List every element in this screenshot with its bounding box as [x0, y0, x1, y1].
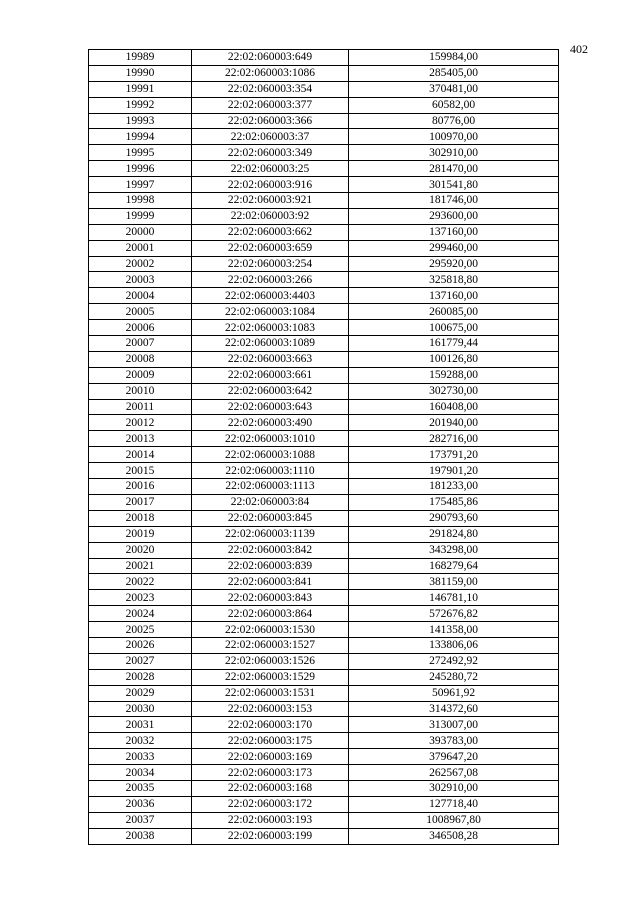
value-cell: 127718,40	[349, 796, 559, 812]
table-row	[89, 383, 559, 399]
cadastral-number-cell: 22:02:060003:1086	[192, 65, 349, 81]
cadastral-number-cell: 22:02:060003:659	[192, 240, 349, 256]
cadastral-number-cell: 22:02:060003:92	[192, 208, 349, 224]
row-number-cell: 19992	[89, 97, 192, 113]
value-cell: 302910,00	[349, 145, 559, 161]
row-number-cell: 20027	[89, 653, 192, 669]
table-row	[89, 780, 559, 796]
cadastral-number-cell: 22:02:060003:1088	[192, 447, 349, 463]
row-number-cell: 20002	[89, 256, 192, 272]
table-row	[89, 574, 559, 590]
row-number-cell: 19995	[89, 145, 192, 161]
value-cell: 572676,82	[349, 606, 559, 622]
cadastral-number-cell: 22:02:060003:25	[192, 161, 349, 177]
table-row	[89, 256, 559, 272]
row-number-cell: 20011	[89, 399, 192, 415]
value-cell: 50961,92	[349, 685, 559, 701]
table-row	[89, 765, 559, 781]
table-row	[89, 50, 559, 66]
value-cell: 1008967,80	[349, 812, 559, 828]
row-number-cell: 20014	[89, 447, 192, 463]
cadastral-number-cell: 22:02:060003:1139	[192, 526, 349, 542]
table-row	[89, 558, 559, 574]
value-cell: 100675,00	[349, 320, 559, 336]
table-row	[89, 828, 559, 844]
cadastral-number-cell: 22:02:060003:1527	[192, 637, 349, 653]
cadastral-number-cell: 22:02:060003:349	[192, 145, 349, 161]
table-row	[89, 224, 559, 240]
cadastral-number-cell: 22:02:060003:173	[192, 765, 349, 781]
row-number-cell: 20021	[89, 558, 192, 574]
row-number-cell: 20000	[89, 224, 192, 240]
table-row	[89, 288, 559, 304]
table-row	[89, 161, 559, 177]
value-cell: 302730,00	[349, 383, 559, 399]
cadastral-number-cell: 22:02:060003:1010	[192, 431, 349, 447]
table-row	[89, 479, 559, 495]
row-number-cell: 20016	[89, 479, 192, 495]
row-number-cell: 19993	[89, 113, 192, 129]
cadastral-number-cell: 22:02:060003:842	[192, 542, 349, 558]
table-row	[89, 526, 559, 542]
row-number-cell: 20009	[89, 367, 192, 383]
value-cell: 325818,80	[349, 272, 559, 288]
value-cell: 379647,20	[349, 749, 559, 765]
cadastral-number-cell: 22:02:060003:1531	[192, 685, 349, 701]
table-row	[89, 733, 559, 749]
row-number-cell: 19997	[89, 177, 192, 193]
cadastral-number-cell: 22:02:060003:84	[192, 494, 349, 510]
value-cell: 290793,60	[349, 510, 559, 526]
cadastral-number-cell: 22:02:060003:649	[192, 50, 349, 66]
cadastral-number-cell: 22:02:060003:172	[192, 796, 349, 812]
table-row	[89, 320, 559, 336]
value-cell: 146781,10	[349, 590, 559, 606]
value-cell: 160408,00	[349, 399, 559, 415]
row-number-cell: 20017	[89, 494, 192, 510]
value-cell: 285405,00	[349, 65, 559, 81]
value-cell: 60582,00	[349, 97, 559, 113]
value-cell: 175485,86	[349, 494, 559, 510]
row-number-cell: 20018	[89, 510, 192, 526]
cadastral-number-cell: 22:02:060003:153	[192, 701, 349, 717]
value-cell: 299460,00	[349, 240, 559, 256]
cadastral-number-cell: 22:02:060003:1530	[192, 622, 349, 638]
value-cell: 168279,64	[349, 558, 559, 574]
value-cell: 159984,00	[349, 50, 559, 66]
cadastral-number-cell: 22:02:060003:354	[192, 81, 349, 97]
cadastral-number-cell: 22:02:060003:193	[192, 812, 349, 828]
table-row	[89, 304, 559, 320]
value-cell: 314372,60	[349, 701, 559, 717]
cadastral-number-cell: 22:02:060003:175	[192, 733, 349, 749]
cadastral-number-cell: 22:02:060003:916	[192, 177, 349, 193]
cadastral-number-cell: 22:02:060003:839	[192, 558, 349, 574]
table-row	[89, 669, 559, 685]
table-row	[89, 637, 559, 653]
value-cell: 343298,00	[349, 542, 559, 558]
table-row	[89, 97, 559, 113]
table-body	[89, 50, 559, 845]
cadastral-number-cell: 22:02:060003:643	[192, 399, 349, 415]
row-number-cell: 20001	[89, 240, 192, 256]
row-number-cell: 20006	[89, 320, 192, 336]
row-number-cell: 19999	[89, 208, 192, 224]
value-cell: 201940,00	[349, 415, 559, 431]
cadastral-number-cell: 22:02:060003:169	[192, 749, 349, 765]
table-row	[89, 796, 559, 812]
row-number-cell: 20005	[89, 304, 192, 320]
value-cell: 302910,00	[349, 780, 559, 796]
cadastral-number-cell: 22:02:060003:1526	[192, 653, 349, 669]
table-row	[89, 463, 559, 479]
cadastral-number-cell: 22:02:060003:921	[192, 193, 349, 209]
table-row	[89, 494, 559, 510]
data-table	[88, 49, 559, 845]
row-number-cell: 20038	[89, 828, 192, 844]
value-cell: 181233,00	[349, 479, 559, 495]
value-cell: 281470,00	[349, 161, 559, 177]
row-number-cell: 20037	[89, 812, 192, 828]
value-cell: 100970,00	[349, 129, 559, 145]
row-number-cell: 20023	[89, 590, 192, 606]
cadastral-number-cell: 22:02:060003:661	[192, 367, 349, 383]
table-row	[89, 622, 559, 638]
value-cell: 181746,00	[349, 193, 559, 209]
table-row	[89, 336, 559, 352]
row-number-cell: 20003	[89, 272, 192, 288]
value-cell: 245280,72	[349, 669, 559, 685]
cadastral-number-cell: 22:02:060003:845	[192, 510, 349, 526]
cadastral-number-cell: 22:02:060003:642	[192, 383, 349, 399]
row-number-cell: 20025	[89, 622, 192, 638]
cadastral-number-cell: 22:02:060003:663	[192, 351, 349, 367]
cadastral-number-cell: 22:02:060003:1084	[192, 304, 349, 320]
value-cell: 301541,80	[349, 177, 559, 193]
table-row	[89, 113, 559, 129]
row-number-cell: 20029	[89, 685, 192, 701]
value-cell: 137160,00	[349, 224, 559, 240]
table-row	[89, 145, 559, 161]
table-row	[89, 590, 559, 606]
cadastral-number-cell: 22:02:060003:199	[192, 828, 349, 844]
table-row	[89, 399, 559, 415]
table-row	[89, 208, 559, 224]
table-row	[89, 367, 559, 383]
value-cell: 141358,00	[349, 622, 559, 638]
row-number-cell: 20015	[89, 463, 192, 479]
value-cell: 262567,08	[349, 765, 559, 781]
row-number-cell: 19991	[89, 81, 192, 97]
table-row	[89, 685, 559, 701]
value-cell: 282716,00	[349, 431, 559, 447]
value-cell: 173791,20	[349, 447, 559, 463]
row-number-cell: 20024	[89, 606, 192, 622]
row-number-cell: 20026	[89, 637, 192, 653]
value-cell: 291824,80	[349, 526, 559, 542]
table-row	[89, 65, 559, 81]
cadastral-number-cell: 22:02:060003:37	[192, 129, 349, 145]
table-row	[89, 431, 559, 447]
cadastral-number-cell: 22:02:060003:170	[192, 717, 349, 733]
cadastral-number-cell: 22:02:060003:662	[192, 224, 349, 240]
table-row	[89, 653, 559, 669]
row-number-cell: 20012	[89, 415, 192, 431]
table-row	[89, 351, 559, 367]
cadastral-number-cell: 22:02:060003:1110	[192, 463, 349, 479]
cadastral-number-cell: 22:02:060003:266	[192, 272, 349, 288]
table-row	[89, 812, 559, 828]
row-number-cell: 20033	[89, 749, 192, 765]
cadastral-number-cell: 22:02:060003:254	[192, 256, 349, 272]
row-number-cell: 20031	[89, 717, 192, 733]
value-cell: 197901,20	[349, 463, 559, 479]
row-number-cell: 19989	[89, 50, 192, 66]
table-row	[89, 240, 559, 256]
table-row	[89, 606, 559, 622]
value-cell: 295920,00	[349, 256, 559, 272]
table-row	[89, 510, 559, 526]
value-cell: 272492,92	[349, 653, 559, 669]
table-row	[89, 177, 559, 193]
row-number-cell: 20008	[89, 351, 192, 367]
row-number-cell: 20020	[89, 542, 192, 558]
row-number-cell: 20013	[89, 431, 192, 447]
row-number-cell: 19998	[89, 193, 192, 209]
row-number-cell: 20035	[89, 780, 192, 796]
value-cell: 381159,00	[349, 574, 559, 590]
value-cell: 133806,06	[349, 637, 559, 653]
cadastral-number-cell: 22:02:060003:490	[192, 415, 349, 431]
table-row	[89, 415, 559, 431]
value-cell: 100126,80	[349, 351, 559, 367]
row-number-cell: 20007	[89, 336, 192, 352]
value-cell: 346508,28	[349, 828, 559, 844]
cadastral-number-cell: 22:02:060003:1083	[192, 320, 349, 336]
row-number-cell: 19990	[89, 65, 192, 81]
value-cell: 260085,00	[349, 304, 559, 320]
row-number-cell: 20034	[89, 765, 192, 781]
table-row	[89, 129, 559, 145]
table-row	[89, 701, 559, 717]
cadastral-number-cell: 22:02:060003:377	[192, 97, 349, 113]
table-row	[89, 749, 559, 765]
row-number-cell: 20036	[89, 796, 192, 812]
cadastral-number-cell: 22:02:060003:843	[192, 590, 349, 606]
table-row	[89, 193, 559, 209]
value-cell: 137160,00	[349, 288, 559, 304]
cadastral-number-cell: 22:02:060003:1529	[192, 669, 349, 685]
value-cell: 393783,00	[349, 733, 559, 749]
value-cell: 370481,00	[349, 81, 559, 97]
table-row	[89, 447, 559, 463]
cadastral-number-cell: 22:02:060003:1113	[192, 479, 349, 495]
table-row	[89, 272, 559, 288]
value-cell: 80776,00	[349, 113, 559, 129]
cadastral-number-cell: 22:02:060003:4403	[192, 288, 349, 304]
row-number-cell: 20022	[89, 574, 192, 590]
row-number-cell: 20030	[89, 701, 192, 717]
table-row	[89, 542, 559, 558]
table-row	[89, 81, 559, 97]
row-number-cell: 20004	[89, 288, 192, 304]
row-number-cell: 20010	[89, 383, 192, 399]
cadastral-number-cell: 22:02:060003:1089	[192, 336, 349, 352]
cadastral-number-cell: 22:02:060003:864	[192, 606, 349, 622]
cadastral-number-cell: 22:02:060003:168	[192, 780, 349, 796]
table-row	[89, 717, 559, 733]
value-cell: 161779,44	[349, 336, 559, 352]
cadastral-number-cell: 22:02:060003:366	[192, 113, 349, 129]
value-cell: 313007,00	[349, 717, 559, 733]
row-number-cell: 20032	[89, 733, 192, 749]
row-number-cell: 20019	[89, 526, 192, 542]
value-cell: 159288,00	[349, 367, 559, 383]
row-number-cell: 19994	[89, 129, 192, 145]
row-number-cell: 20028	[89, 669, 192, 685]
value-cell: 293600,00	[349, 208, 559, 224]
page-number: 402	[570, 42, 588, 56]
row-number-cell: 19996	[89, 161, 192, 177]
cadastral-number-cell: 22:02:060003:841	[192, 574, 349, 590]
